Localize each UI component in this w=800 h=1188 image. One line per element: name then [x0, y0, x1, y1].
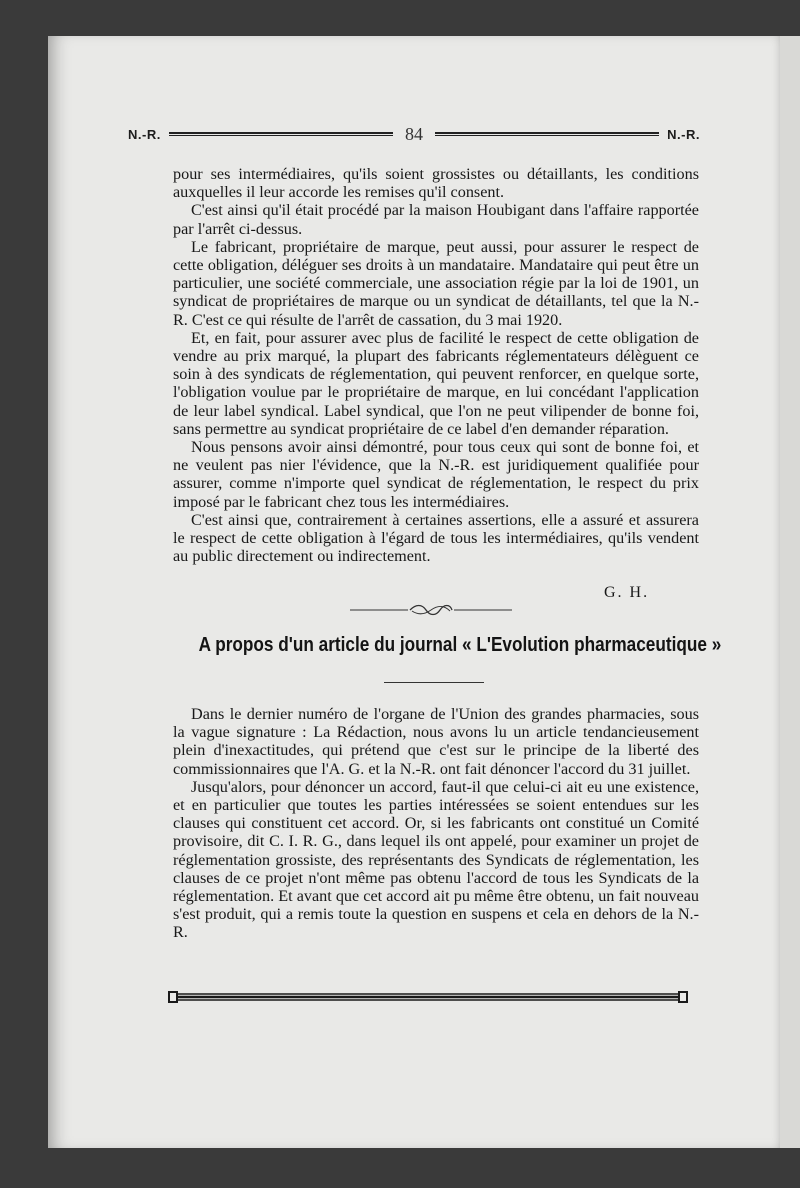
- paragraph: C'est ainsi que, contrairement à certaines assertions, elle a assuré et assurera le respect de cette obligation à l'égard de tous les intermédiaires, qu'ils vendent au public directement ou indirectement.: [173, 510, 699, 566]
- author-signature: G. H.: [604, 584, 650, 601]
- page-header: [128, 122, 700, 146]
- header-left-tag: N.-R.: [128, 126, 161, 142]
- paragraph: Nous pensons avoir ainsi démontré, pour tous ceux qui sont de bonne foi, et ne veulent pas nier l'évidence, que la N.-R. est juridiquement qualifiée pour assurer, comme n'importe quel syndicat de réglementation, le respect du prix imposé par le fabricant chez tous les intermédiaires.: [173, 438, 699, 511]
- article-title: A propos d'un article du journal « L'Evolution pharmaceutique »: [198, 634, 722, 656]
- paragraph: pour ses intermédiaires, qu'ils soient grossistes ou détaillants, les conditions auxquelles il leur accorde les remises qu'il consent.: [173, 165, 699, 202]
- header-right-tag: N.-R.: [667, 126, 700, 142]
- title-underline: [384, 682, 484, 683]
- paragraph: Et, en fait, pour assurer avec plus de facilité le respect de cette obligation de vendre au prix marqué, la plupart des fabricants réglementateurs délèguent ce soin à des syndicats de réglementation, qui peuvent renforcer, en quelque sorte, l'obligation voulue par le propriétaire de marque, en lui concédant l'application de leur label syndical. Label syndical, que l'on ne peut vilipender de bonne foi, sans permettre au syndicat propriétaire de ce label d'en demander réparation.: [173, 328, 699, 438]
- paragraph: Dans le dernier numéro de l'organe de l'Union des grandes pharmacies, sous la vague signature : La Rédaction, nous avons lu un article tendancieusement plein d'inexactitudes, qui prétend que c'est sur le principe de la liberté des commissionnaires que l'A. G. et la N.-R. ont fait dénoncer l'accord du 31 juillet.: [173, 705, 699, 778]
- page-number: 84: [405, 123, 423, 144]
- paragraph: Le fabricant, propriétaire de marque, peut aussi, pour assurer le respect de cette obligation, déléguer ses droits à un mandataire. Mandataire qui peut être un particulier, une société commerciale, une association régie par la loi de 1901, un syndicat de propriétaires de marque ou un syndicat de détaillants, tel que la N.-R. C'est ce qui résulte de l'arrêt de cassation, du 3 mai 1920.: [173, 237, 699, 329]
- article-text: [173, 705, 699, 942]
- footer-rule: [168, 990, 688, 1004]
- header-left-rule: [169, 132, 393, 136]
- section-text: [173, 165, 699, 565]
- paragraph: C'est ainsi qu'il était procédé par la maison Houbigant dans l'affaire rapportée par l'arrêt ci-dessus.: [173, 201, 699, 238]
- header-right-rule: [435, 132, 659, 136]
- paragraph: Jusqu'alors, pour dénoncer un accord, faut-il que celui-ci ait eu une existence, et en particulier que toutes les parties intéressées se soient entendues sur les clauses qui constituent cet accord. Or, si les fabricants ont constitué un Comité provisoire, dit C. I. R. G., dans lequel ils ont appelé, pour examiner un projet de réglementation grossiste, des représentants des Syndicats de réglementation, les clauses de ce projet n'ont même pas obtenu l'accord de tous les Syndicats de la réglementation. Et avant que cet accord ait pu même être obtenu, un fait nouveau s'est produit, qui a remis toute la question en suspens et cela en dehors de la N.-R.: [173, 777, 699, 942]
- ornament-divider: [350, 603, 512, 617]
